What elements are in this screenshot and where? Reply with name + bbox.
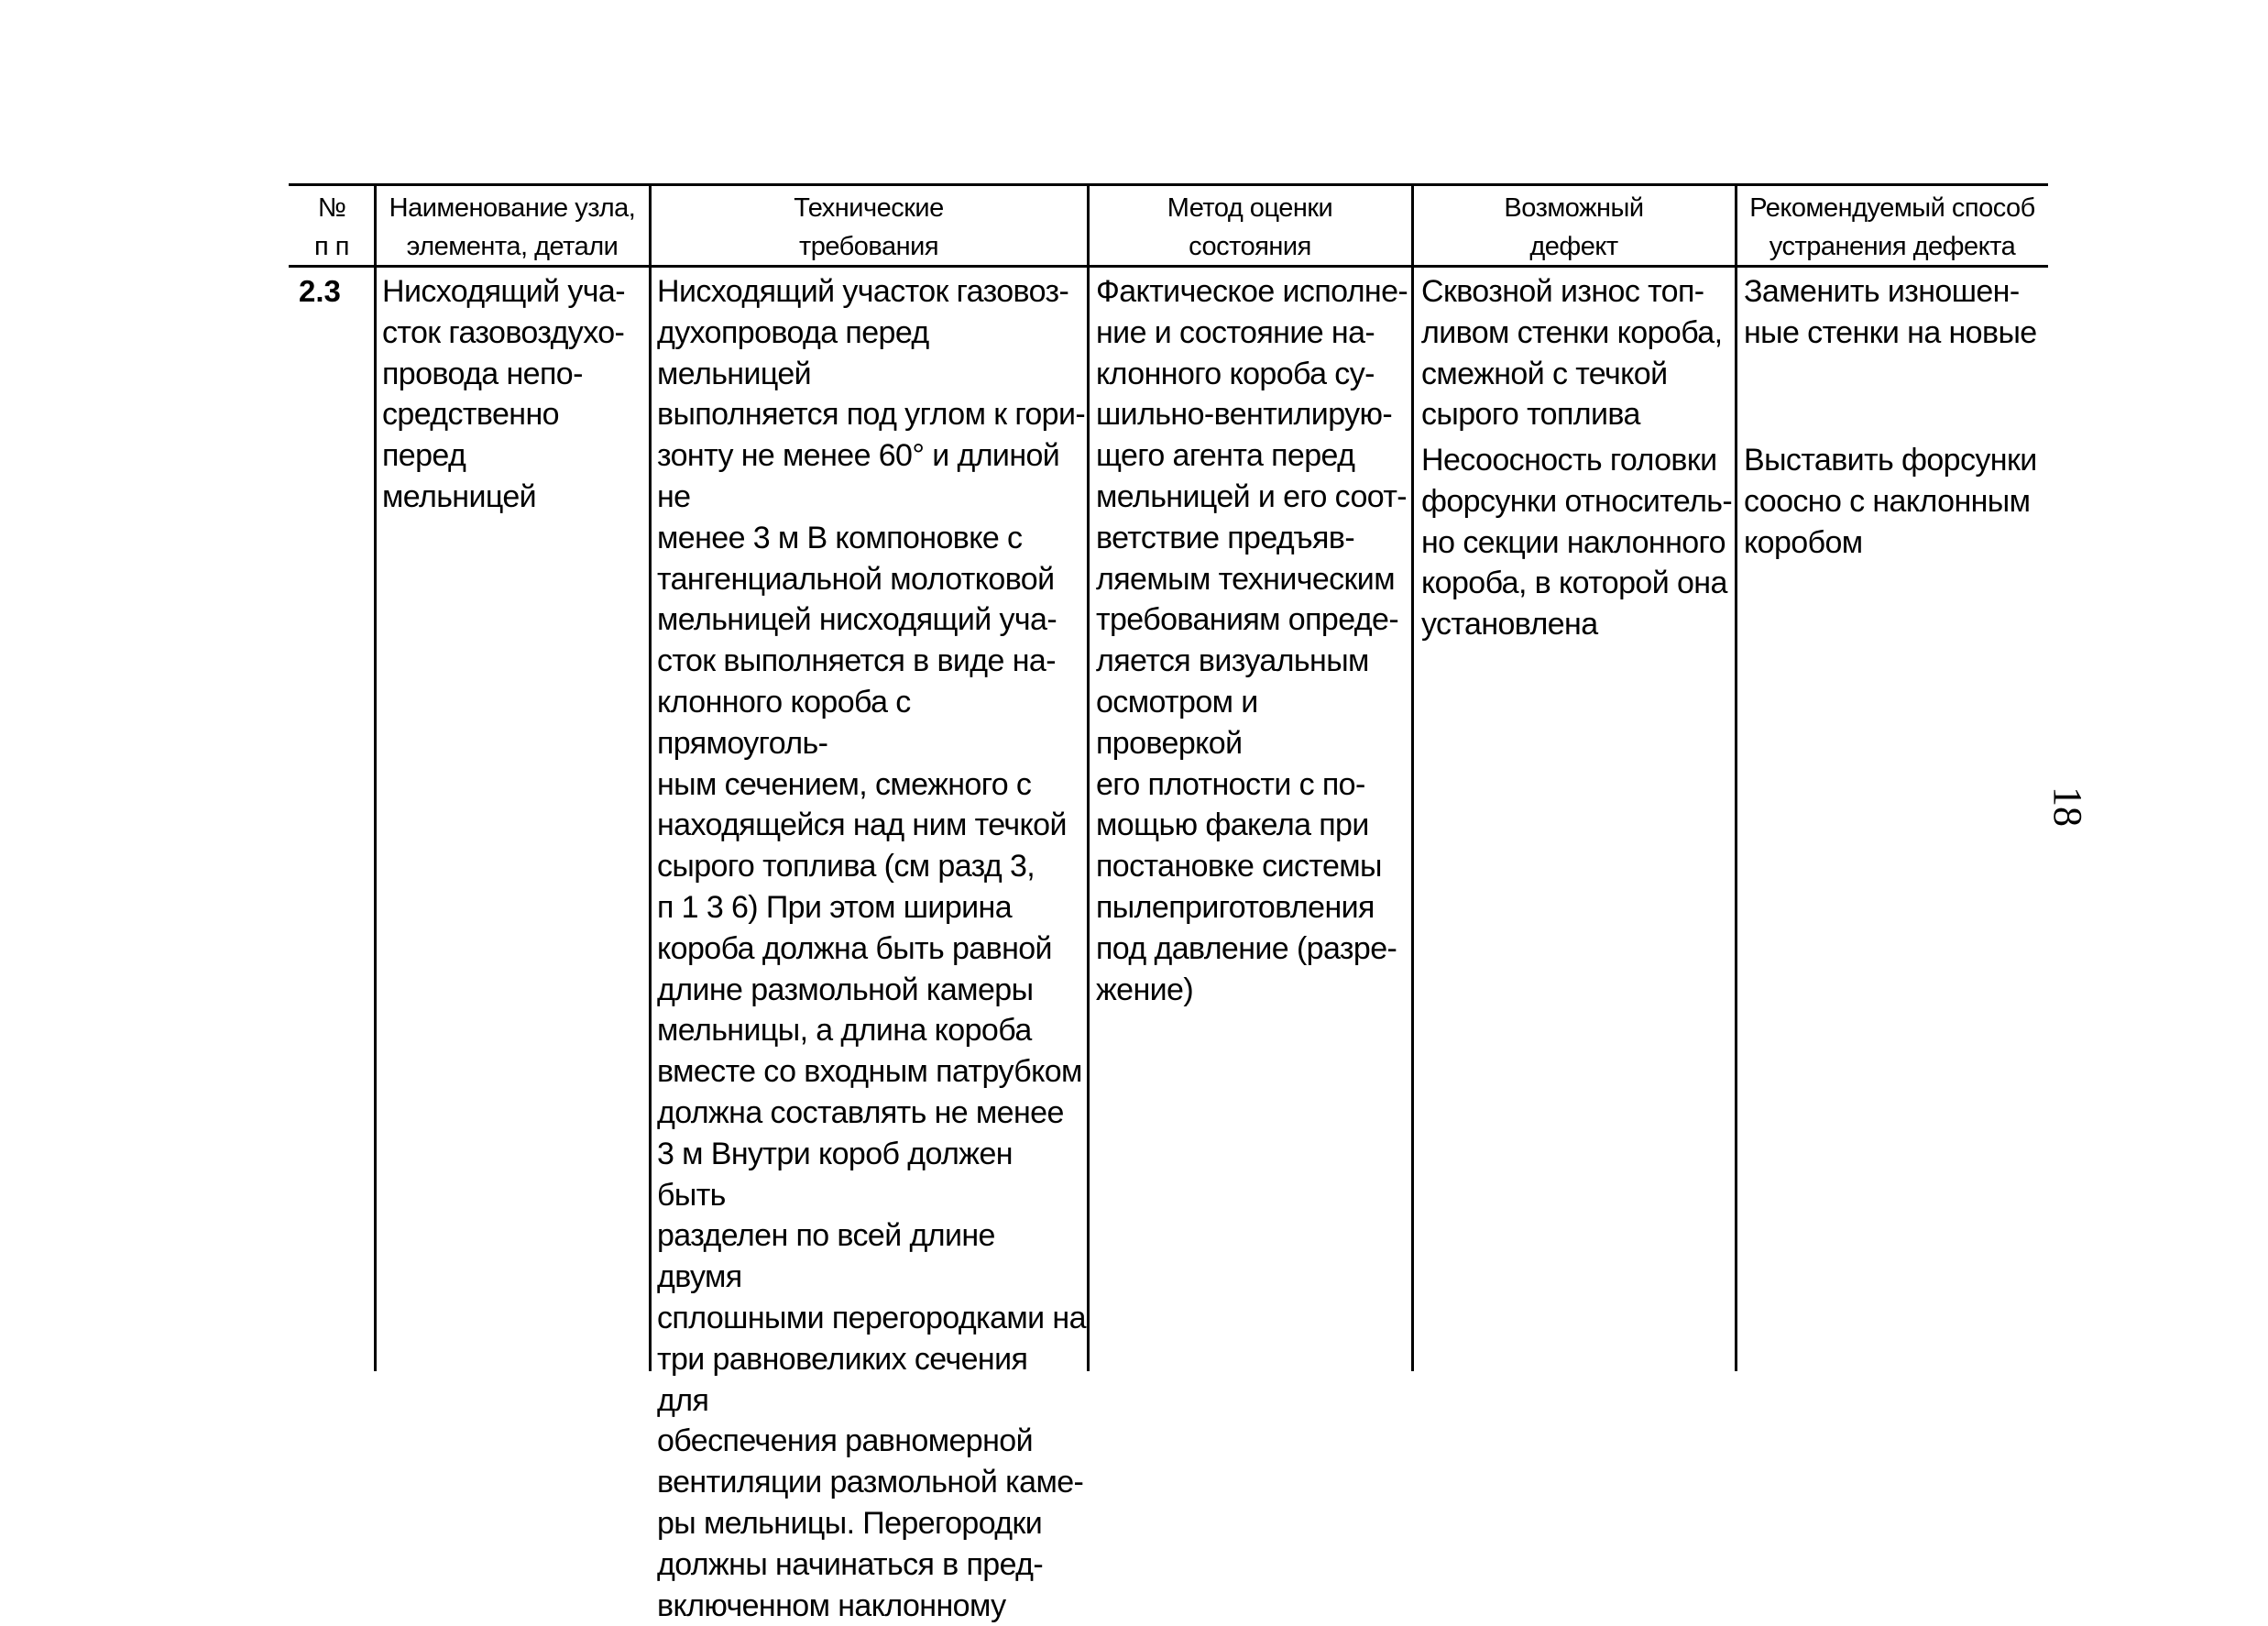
cell-element-name: Нисходящий уча- сток газовоздухо- провода непо- средственно перед мельницей: [382, 274, 625, 514]
header-technical-requirements: Технические требования: [794, 193, 944, 261]
row-number: 2.3: [299, 274, 341, 308]
header-number: № п п: [314, 193, 349, 261]
column-divider-5: [1735, 183, 1737, 1371]
cell-defect-2: Несоосность головки форсунки относитель- но секции наклонного короба, в которой она установлена: [1421, 443, 1733, 643]
column-divider-3: [1087, 183, 1090, 1371]
cell-defect-1: Сквозной износ топ- ливом стенки короба, смежной с течкой сырого топлива: [1421, 274, 1723, 433]
column-divider-4: [1411, 183, 1414, 1371]
cell-technical-requirements: Нисходящий участок газовоз- духопровода перед мельницей выполняется под углом к гори- зонту не менее 60° и длиной не менее 3 м В компоновке с тангенциальной молотковой мельницей нисходящий уча- сток выполняется в виде на- клонного короба с прямоуголь- ным сечением, смежного с находящейся над ним течкой сырого топлива (см разд 3, п 1 3 6) При этом ширина короба должна быть равной длине размольной камеры мельницы, а длина короба вместе со входным патрубком должна составлять не менее 3 м Внутри короб должен быть разделен по всей длине двумя сплошными перегородками на три равновеликих сечения для обеспечения равномерной вентиляции размольной каме- ры мельницы. Перегородки должны начинаться в пред- включенном наклонному: [657, 274, 1086, 1623]
cell-assessment-method: Фактическое исполне- ние и состояние на- клонного короба су- шильно-вентилирую- щего агента перед мельницей и его соот- ветствие предъяв- ляемым техническим требованиям опреде- ляется визуальным осмотром и проверкой его плотности с по- мощью факела при постановке системы пылеприготовления под давление (разре- жение): [1096, 274, 1408, 1007]
cell-remedy-2: Выставить форсунки соосно с наклонным коробом: [1744, 443, 2037, 560]
header-possible-defect: Возможный дефект: [1504, 193, 1644, 261]
table-top-rule: [289, 183, 2048, 186]
page-number: 18: [2045, 786, 2090, 827]
header-assessment-method: Метод оценки состояния: [1167, 193, 1333, 261]
cell-remedy-1: Заменить изношен- ные стенки на новые: [1744, 274, 2037, 350]
header-element-name: Наименование узла, элемента, детали: [389, 193, 636, 261]
column-divider-2: [649, 183, 652, 1371]
column-divider-1: [374, 183, 377, 1371]
header-remedy: Рекомендуемый способ устранения дефекта: [1749, 193, 2035, 261]
